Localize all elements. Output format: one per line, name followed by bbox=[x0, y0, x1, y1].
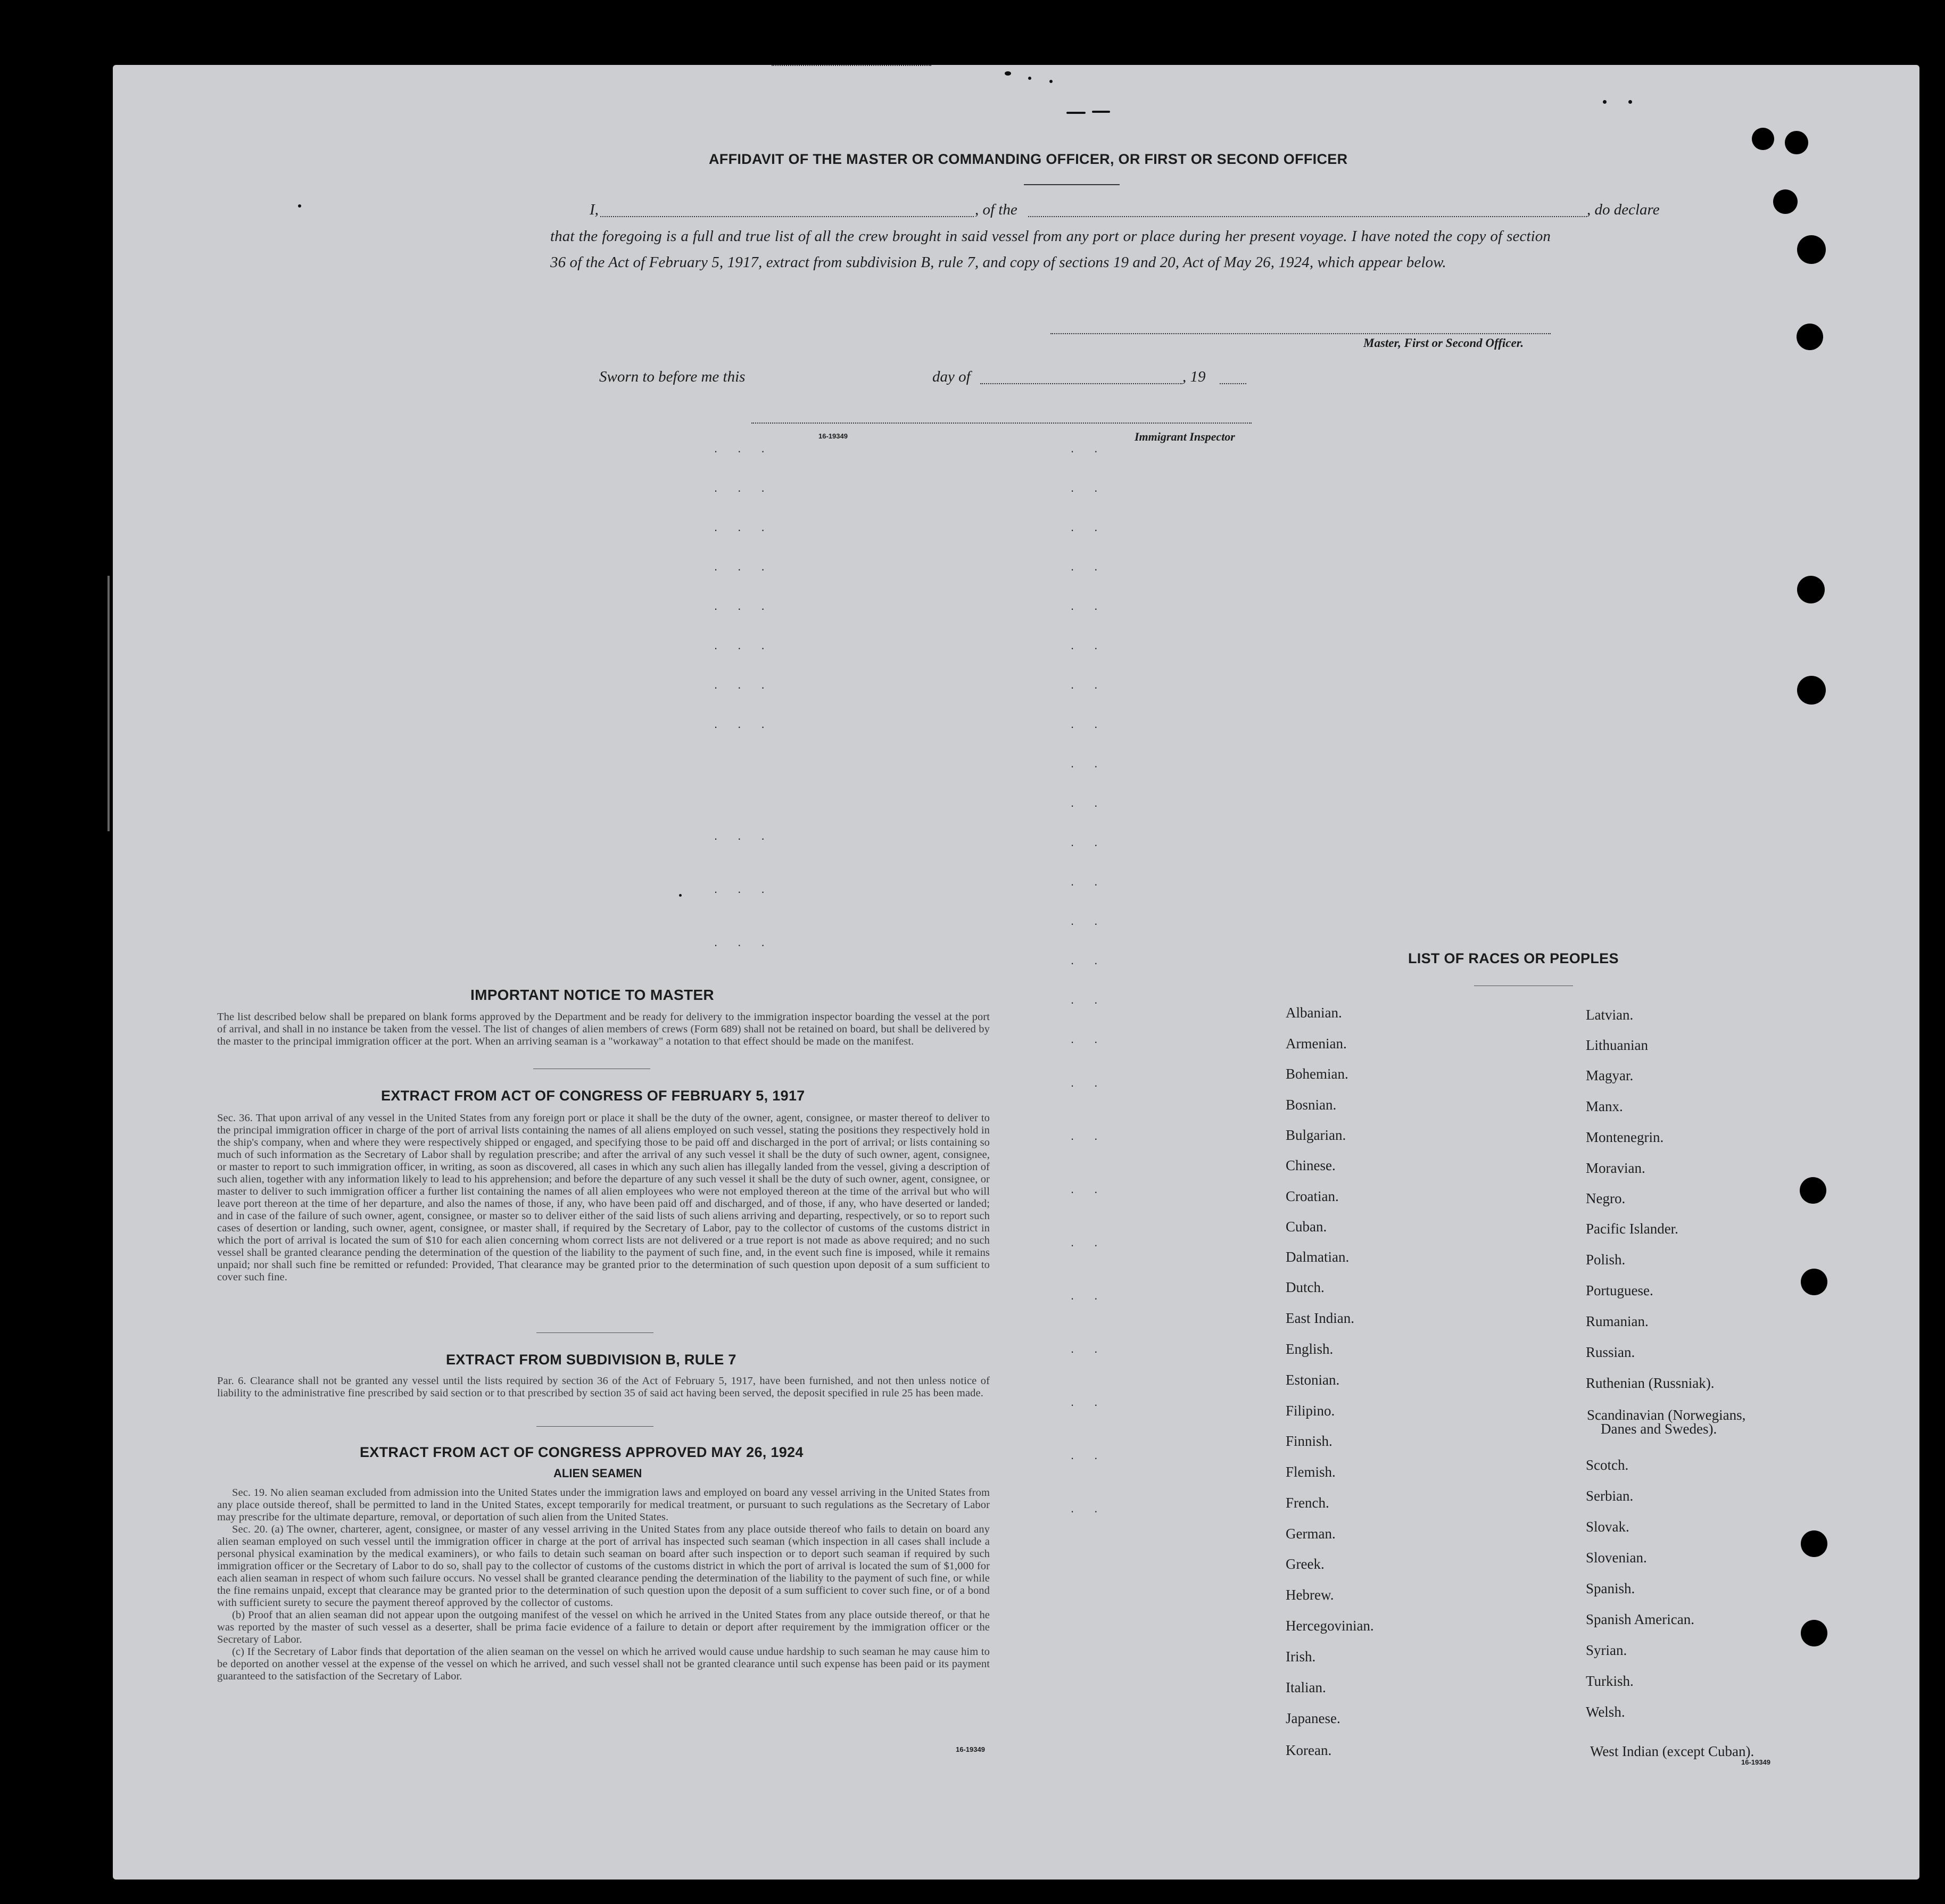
paragraph: (c) If the Secretary of Labor finds that deportation of the alien seaman on the vessel on which he arrived would cause undue hardship to such seaman he may cause him to be deported on another vessel at the expense of the vessel on which he arrived, and such vessel shall not be granted clearance until such expense has been paid or its payment guaranteed to the satisfaction of the Secretary of Labor. bbox=[217, 1646, 990, 1682]
paragraph: Sec. 19. No alien seaman excluded from admission into the United States under the immigration laws and employed on board any vessel arriving in the United States from any place outside thereof, shall be permitted to land in the United States, except temporarily for medical treatment, or pursuant to such regulations as the Secretary of Labor may prescribe for the ultimate departure, removal, or deportation of such alien from the United States. bbox=[217, 1487, 990, 1523]
extract-1917-divider bbox=[536, 1332, 653, 1333]
race-item: Italian. bbox=[1286, 1679, 1326, 1695]
punch-hole bbox=[1773, 189, 1798, 214]
signature-line[interactable] bbox=[1050, 333, 1551, 334]
faint-dots: . . . bbox=[714, 481, 773, 494]
race-item: Hercegovinian. bbox=[1286, 1618, 1374, 1634]
punch-hole bbox=[1797, 235, 1826, 264]
race-item: East Indian. bbox=[1286, 1310, 1354, 1326]
race-item: Lithuanian bbox=[1586, 1037, 1648, 1053]
race-item: Estonian. bbox=[1286, 1372, 1340, 1388]
race-item: Slovak. bbox=[1586, 1519, 1629, 1535]
race-item: Magyar. bbox=[1586, 1067, 1634, 1083]
ink-speck bbox=[1005, 71, 1011, 76]
ink-speck bbox=[1603, 100, 1607, 104]
race-item: Bosnian. bbox=[1286, 1097, 1337, 1113]
race-item: Filipino. bbox=[1286, 1403, 1335, 1419]
ink-speck bbox=[1049, 80, 1053, 83]
faint-dots: . . . bbox=[714, 936, 773, 949]
race-item: French. bbox=[1286, 1495, 1329, 1511]
punch-hole bbox=[1800, 1177, 1826, 1204]
faint-dots: . . bbox=[1071, 639, 1106, 652]
race-item: Chinese. bbox=[1286, 1157, 1336, 1173]
race-item: Portuguese. bbox=[1586, 1282, 1653, 1298]
punch-hole bbox=[1785, 131, 1808, 154]
extract-1924-subheading: ALIEN SEAMEN bbox=[553, 1467, 642, 1480]
margin-mark bbox=[107, 576, 110, 831]
race-item: Moravian. bbox=[1586, 1160, 1645, 1176]
name-blank[interactable] bbox=[600, 216, 974, 217]
sworn-day-blank[interactable] bbox=[772, 65, 931, 66]
faint-dots: . . bbox=[1071, 796, 1106, 809]
race-item: English. bbox=[1286, 1341, 1334, 1357]
faint-dots: . . . bbox=[714, 599, 773, 612]
punch-hole bbox=[1797, 676, 1826, 705]
vessel-blank[interactable] bbox=[1028, 216, 1587, 217]
rule7-divider bbox=[536, 1426, 653, 1427]
faint-dots: . . bbox=[1071, 1395, 1106, 1409]
race-item: Syrian. bbox=[1586, 1642, 1627, 1658]
race-item: Armenian. bbox=[1286, 1036, 1347, 1052]
faint-dots: . . bbox=[1071, 599, 1106, 612]
punch-hole bbox=[1801, 1530, 1827, 1557]
punch-hole bbox=[1797, 576, 1825, 603]
paragraph: (b) Proof that an alien seaman did not appear upon the outgoing manifest of the vessel on which he arrived in the United States from any place outside thereof, or that he was reported by the master of such vessel as a deserter, shall be prima facie evidence of a failure to detain or deport after requirement by the immigration officer or the Secretary of Labor. bbox=[217, 1609, 990, 1645]
race-item: Spanish American. bbox=[1586, 1611, 1694, 1627]
faint-dots: . . bbox=[1071, 757, 1106, 770]
heading-underline bbox=[1024, 184, 1120, 185]
affidavit-body: that the foregoing is a full and true list of all the crew brought in said vessel from any port or place during her present voyage. I have noted the copy of section 36 of the Act of February 5, 1917, extract from subdivision B, rule 7, and copy of sections 19 and 20, Act of May 26, 1924, which appear below. bbox=[550, 228, 1551, 271]
races-form-number: 16-19349 bbox=[1741, 1758, 1770, 1766]
ink-speck bbox=[1092, 111, 1110, 113]
faint-dots: . . . bbox=[714, 678, 773, 691]
faint-dots: . . bbox=[1071, 560, 1106, 573]
faint-dots: . . bbox=[1071, 442, 1106, 455]
races-heading: LIST OF RACES OR PEOPLES bbox=[1408, 950, 1619, 966]
affidavit-heading: AFFIDAVIT OF THE MASTER OR COMMANDING OFFICER, OR FIRST OR SECOND OFFICER bbox=[709, 151, 1348, 167]
affidavit-declare-label: , do declare bbox=[1587, 201, 1660, 218]
affidavit-of-the-label: , of the bbox=[975, 201, 1017, 218]
ink-speck bbox=[298, 204, 301, 208]
faint-dots: . . . bbox=[714, 442, 773, 455]
race-item: Japanese. bbox=[1286, 1710, 1340, 1726]
rule7-text: Par. 6. Clearance shall not be granted any vessel until the lists required by section 36 of the Act of February 5, 1917, have been furnished, and not then unless notice of liability to the administrative fine prescribed by said section or to that prescribed by section 35 of said act having been served, the deposit specified in rule 25 has been made. bbox=[217, 1375, 990, 1399]
race-item: Slovenian. bbox=[1586, 1550, 1647, 1566]
race-item: Bulgarian. bbox=[1286, 1127, 1346, 1143]
form-page bbox=[113, 65, 1919, 1880]
race-item: Scandinavian (Norwegians, bbox=[1587, 1407, 1746, 1423]
faint-dots: . . . bbox=[714, 520, 773, 534]
extract-1924-sec19 bbox=[217, 1487, 990, 1683]
punch-hole bbox=[1801, 1620, 1827, 1646]
race-item: Hebrew. bbox=[1286, 1587, 1334, 1603]
faint-dots: . . . bbox=[714, 882, 773, 896]
faint-dots: . . . bbox=[714, 717, 773, 731]
paragraph: Sec. 20. (a) The owner, charterer, agent, consignee, or master of any vessel arriving in the United States from any place outside thereof who fails to detain on board any alien seaman employed on such vessel until the immigration officer in charge at the port of arrival has inspected such seaman (which inspection in all cases shall include a personal physical examination by the medical examiners), or who fails to detain such seaman on board after such inspection or to deport such seaman if required by such immigration officer or the Secretary of Labor to do so, shall pay to the collector of customs of the customs district in which the port of arrival is located the sum of $1,000 for each alien seaman in respect of whom such failure occurs. No vessel shall be granted clearance pending the determination of the liability to the payment of such fine, or while the fine remains unpaid, except that clearance may be granted prior to the determination of such question upon the deposit of a sum sufficient to cover such fine, or of a bond with sufficient surety to secure the payment thereof approved by the collector of customs. bbox=[217, 1524, 990, 1609]
race-item: Irish. bbox=[1286, 1649, 1316, 1665]
notice-heading: IMPORTANT NOTICE TO MASTER bbox=[470, 987, 714, 1003]
notice-text: The list described below shall be prepared on blank forms approved by the Department and be ready for delivery to the immigration inspector boarding the vessel at the port of arrival, and shall in no instance be taken from the vessel. The list of changes of alien members of crews (Form 689) shall not be retained on board, but shall be delivered by the master to the principal immigration officer at the port. When an arriving seaman is a "workaway" a notation to that effect should be made on the manifest. bbox=[217, 1011, 990, 1047]
rule7-heading: EXTRACT FROM SUBDIVISION B, RULE 7 bbox=[446, 1352, 736, 1368]
faint-dots: . . bbox=[1071, 1289, 1106, 1302]
faint-dots: . . bbox=[1071, 1076, 1106, 1089]
faint-dots: . . . bbox=[714, 560, 773, 573]
faint-dots: . . bbox=[1071, 1182, 1106, 1196]
race-item: Negro. bbox=[1586, 1190, 1626, 1206]
faint-dots: . . bbox=[1071, 1342, 1106, 1355]
race-item: Albanian. bbox=[1286, 1005, 1342, 1021]
race-item: Ruthenian (Russniak). bbox=[1586, 1375, 1715, 1391]
faint-dots: . . bbox=[1071, 717, 1106, 731]
faint-dots: . . bbox=[1071, 520, 1106, 534]
race-item: Greek. bbox=[1286, 1556, 1325, 1572]
faint-dots: . . bbox=[1071, 914, 1106, 928]
race-item: Montenegrin. bbox=[1586, 1129, 1664, 1145]
race-item: German. bbox=[1286, 1526, 1336, 1542]
punch-hole bbox=[1801, 1269, 1827, 1295]
race-item: Russian. bbox=[1586, 1344, 1635, 1360]
faint-dots: . . bbox=[1071, 481, 1106, 494]
faint-dots: . . bbox=[1071, 954, 1106, 967]
inspector-signature-line[interactable] bbox=[751, 423, 1252, 424]
sworn-day-of: day of bbox=[932, 368, 971, 385]
race-item: Flemish. bbox=[1286, 1464, 1336, 1480]
faint-dots: . . bbox=[1071, 1502, 1106, 1515]
faint-dots: . . bbox=[1071, 993, 1106, 1006]
punch-hole bbox=[1797, 324, 1823, 350]
sworn-prefix: Sworn to before me this bbox=[599, 368, 746, 385]
race-item: Cuban. bbox=[1286, 1219, 1327, 1235]
faint-dots: . . bbox=[1071, 1129, 1106, 1143]
race-item: Dalmatian. bbox=[1286, 1249, 1350, 1265]
race-item: Pacific Islander. bbox=[1586, 1221, 1678, 1237]
race-item: Polish. bbox=[1586, 1252, 1626, 1268]
race-item: Finnish. bbox=[1286, 1433, 1332, 1449]
faint-dots: . . . bbox=[714, 829, 773, 842]
affidavit-form-number: 16-19349 bbox=[818, 432, 848, 440]
race-item: Manx. bbox=[1586, 1098, 1623, 1114]
faint-dots: . . bbox=[1071, 875, 1106, 888]
race-item: Spanish. bbox=[1586, 1580, 1635, 1596]
race-item: Serbian. bbox=[1586, 1488, 1634, 1504]
race-item: West Indian (except Cuban). bbox=[1590, 1743, 1754, 1759]
faint-dots: . . bbox=[1071, 1032, 1106, 1046]
race-item: Bohemian. bbox=[1286, 1066, 1348, 1082]
ink-speck bbox=[1628, 100, 1632, 104]
sworn-year: , 19 bbox=[1182, 368, 1206, 385]
extract-1917-text: Sec. 36. That upon arrival of any vessel in the United States from any foreign port or place it shall be the duty of the owner, agent, consignee, or master thereof to deliver to the principal immigration officer in charge of the port of arrival lists containing the names of all aliens employed on such vessel, stating the positions they respectively hold in the ship's company, when and where they were respectively shipped or engaged, and specifying those to be paid off and discharged in the port of arrival; or lists containing so much of such information as the Secretary of Labor shall by regulation prescribe; and after the arrival of any such vessel it shall be the duty of such owner, agent, consignee, or master to report to such immigration officer, in writing, as soon as discovered, all cases in which any such alien has illegally landed from the vessel, giving a description of such alien, together with any information likely to lead to his apprehension; and before the departure of any such vessel it shall be the duty of such owner, agent, consignee, or master to deliver to such immigration officer a further list containing the names of all alien employees who were not employed thereon at the time of the arrival but who will leave port thereon at the time of her departure, and also the names of those, if any, who have been paid off and discharged, and of those, if any, who have deserted or landed; and in case of the failure of such owner, agent, consignee, or master so to deliver either of the said lists of such aliens arriving and departing, respectively, or so to report such cases of desertion or landing, such owner, agent, consignee, or master shall, if required by the Secretary of Labor, pay to the collector of customs of the customs district in which the port of arrival is located the sum of $10 for each alien concerning whom correct lists are not delivered or a true report is not made as above required; and no such vessel shall be granted clearance pending the determination of the question of the liability to the payment of such fine, and, in the event such fine is imposed, while it remains unpaid; nor shall such fine be remitted or refunded: Provided, That clearance may be granted prior to the determination of such question upon deposit of a sum sufficient to cover such fine. bbox=[217, 1112, 990, 1283]
race-item: Scotch. bbox=[1586, 1457, 1629, 1473]
affidavit-i-label: I, bbox=[590, 201, 599, 218]
faint-dots: . . bbox=[1071, 835, 1106, 849]
ink-speck bbox=[679, 894, 682, 897]
faint-dots: . . bbox=[1071, 1236, 1106, 1249]
race-item: Dutch. bbox=[1286, 1279, 1325, 1295]
ink-speck bbox=[1066, 112, 1086, 114]
faint-dots: . . bbox=[1071, 1448, 1106, 1462]
inspector-caption: Immigrant Inspector bbox=[1135, 430, 1235, 443]
race-item: Turkish. bbox=[1586, 1673, 1634, 1689]
punch-hole bbox=[1752, 128, 1774, 150]
extract-1924-heading: EXTRACT FROM ACT OF CONGRESS APPROVED MAY 26, 1924 bbox=[360, 1444, 804, 1460]
race-item: Welsh. bbox=[1586, 1704, 1625, 1720]
race-item: Rumanian. bbox=[1586, 1313, 1649, 1329]
signature-caption: Master, First or Second Officer. bbox=[1363, 336, 1524, 350]
sworn-month-blank[interactable] bbox=[980, 383, 1182, 384]
race-item: Croatian. bbox=[1286, 1188, 1339, 1204]
race-item: Korean. bbox=[1286, 1742, 1332, 1758]
extract-1917-heading: EXTRACT FROM ACT OF CONGRESS OF FEBRUARY 5, 1917 bbox=[381, 1088, 805, 1104]
extract-form-number: 16-19349 bbox=[956, 1745, 985, 1753]
race-item: Danes and Swedes). bbox=[1601, 1421, 1717, 1437]
faint-dots: . . bbox=[1071, 678, 1106, 691]
sworn-year-blank[interactable] bbox=[1220, 383, 1246, 384]
race-item: Latvian. bbox=[1586, 1007, 1634, 1023]
ink-speck bbox=[1028, 77, 1031, 80]
faint-dots: . . . bbox=[714, 639, 773, 652]
